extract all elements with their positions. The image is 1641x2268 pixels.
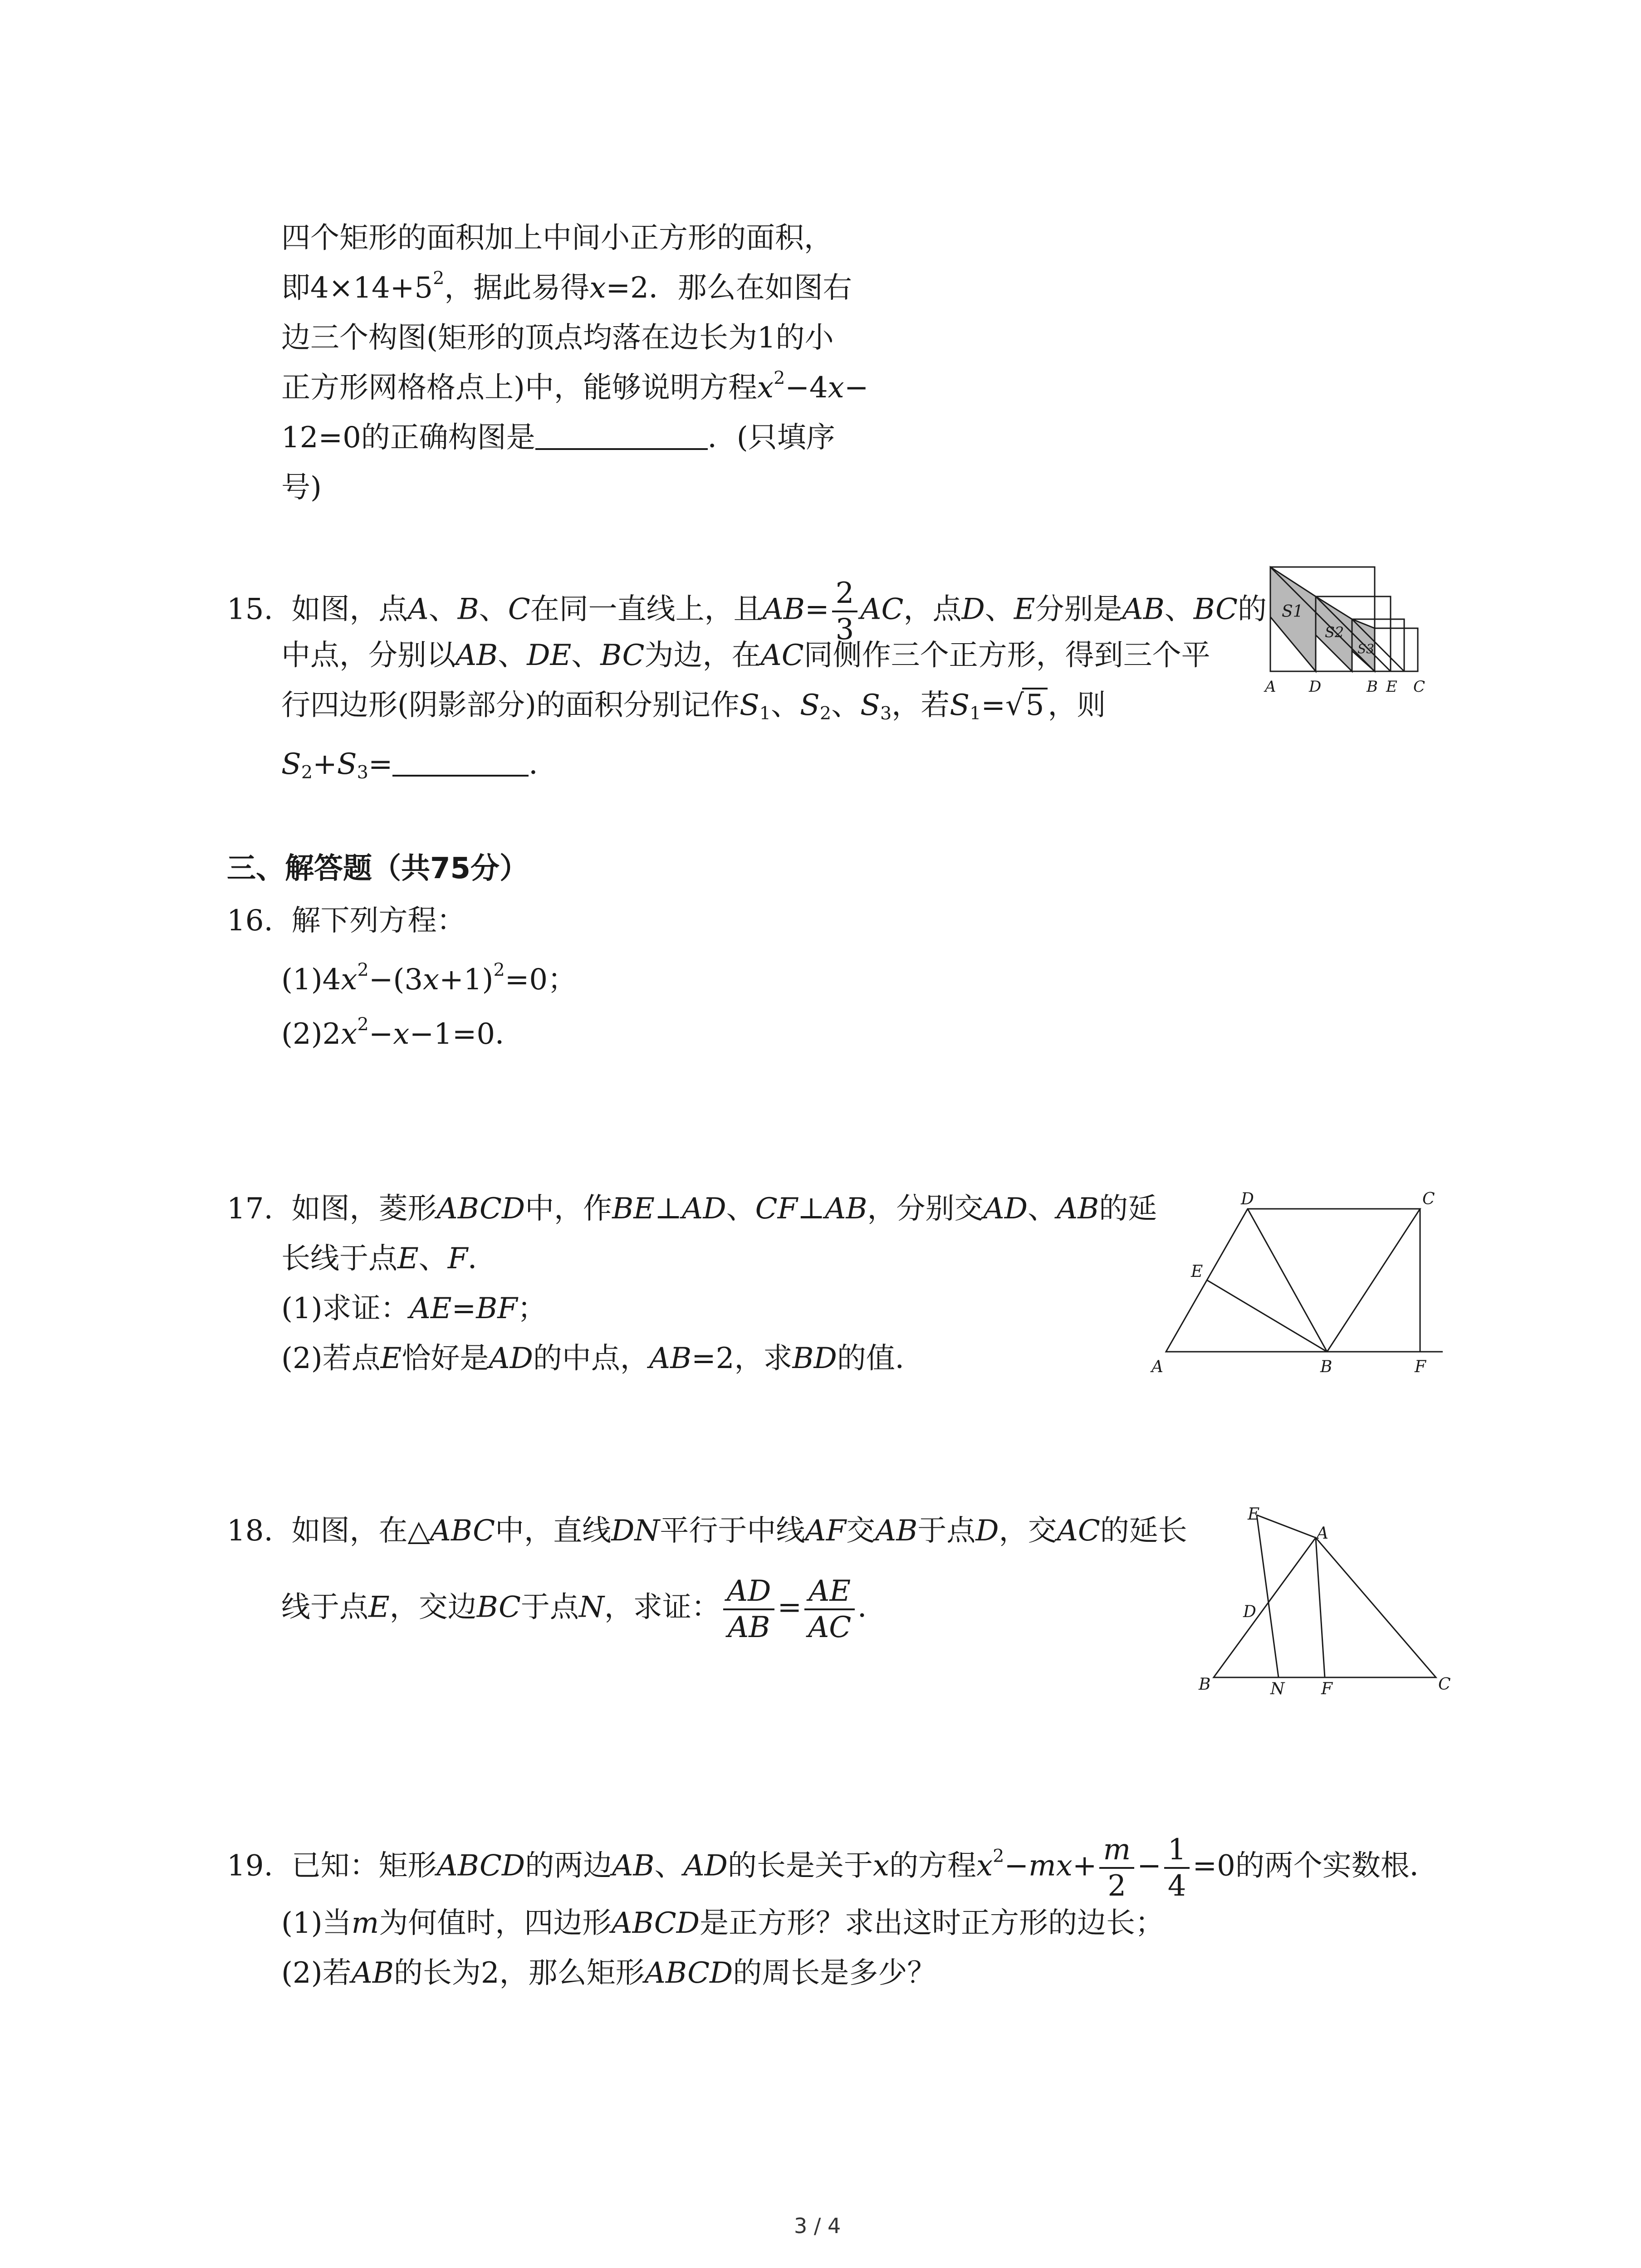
label-E: E: [1386, 678, 1397, 696]
q19-part-2: (2)若AB的长为2，那么矩形ABCD的周长是多少？: [281, 1956, 936, 1990]
fraction-ae-ac: $\frac{AE}{AC}$: [804, 1574, 855, 1645]
fraction-two-thirds: $\frac{2}{3}$: [832, 576, 858, 647]
q14-line-6: 号): [281, 471, 322, 504]
q15-line-2: 中点，分别以AB、DE、BC为边，在AC同侧作三个正方形，得到三个平: [281, 639, 1210, 672]
q14-line-2: 即$4\times 14+5^2$，据此易得x=2．那么在如图右: [281, 268, 852, 305]
label-F: F: [1321, 1680, 1332, 1698]
section-3-heading: 三、解答题（共75分）: [227, 852, 529, 885]
label-s3: S3: [1357, 641, 1374, 656]
q17-line-1: 17. 如图，菱形ABCD中，作BE⊥AD、CF⊥AB，分别交AD、AB的延: [227, 1192, 1157, 1226]
fraction-ad-ab: $\frac{AD}{AB}$: [723, 1574, 775, 1645]
label-A: A: [1151, 1358, 1163, 1376]
q14-line-5: 12=0的正确构图是 ．(只填序: [281, 421, 835, 455]
q18-line-2: 线于点E，交边BC于点N，求证： $\frac{AD}{AB}$ = $\frac{AE}{AC}$ ．: [281, 1574, 887, 1644]
q14-line-4: 正方形网格格点上)中，能够说明方程$x^2-4x-$: [281, 367, 869, 405]
label-B: B: [1367, 678, 1378, 696]
q15-line-4: $S_2+S_3=$ ．: [281, 748, 558, 783]
q19-line-1: 19. 已知：矩形ABCD的两边AB、AD的长是关于x的方程$x^2-mx+$ $\frac{m}{2}$ − $\frac{1}{4}$ =0的两个实数根．: [227, 1833, 1439, 1903]
q17-line-2: 长线于点E、F．: [281, 1242, 497, 1276]
q16-part-1: $(1)4x^2-(3x+1)^2=0$；: [281, 959, 577, 997]
label-s2: S2: [1325, 624, 1344, 641]
label-A: A: [1317, 1524, 1328, 1543]
label-C: C: [1438, 1675, 1451, 1694]
q15-line-3: 行四边形(阴影部分)的面积分别记作$S_1$、$S_2$、$S_3$，若$S_1=√5$ ，则: [281, 689, 1106, 724]
q17-part-2: (2)若点E恰好是AD的中点，AB=2，求BD的值．: [281, 1342, 924, 1375]
label-N: N: [1270, 1680, 1285, 1698]
q15-figure: [1261, 558, 1461, 699]
fraction-1-4: $\frac{1}{4}$: [1164, 1833, 1190, 1903]
q18-figure: [1189, 1506, 1461, 1706]
answer-blank[interactable]: [392, 748, 529, 777]
q15-line-1: 15. 如图，点A、B、C在同一直线上，且AB= $\frac{2}{3}$ AC，点D、E分别是AB、BC的: [227, 577, 1267, 646]
page-number: 3 / 4: [794, 2214, 841, 2238]
label-D: D: [1309, 678, 1322, 696]
q19-part-1: (1)当m为何值时，四边形ABCD是正方形？求出这时正方形的边长；: [281, 1906, 1165, 1940]
q17-part-1: (1)求证：AE=BF；: [281, 1292, 547, 1325]
label-C: C: [1422, 1190, 1435, 1208]
rhombus-abcd: [1166, 1209, 1420, 1352]
q14-line-3: 边三个构图(矩形的顶点均落在边长为1的小: [281, 321, 834, 355]
q16-title: 16. 解下列方程：: [227, 904, 466, 938]
label-D: D: [1243, 1603, 1256, 1621]
label-A: A: [1265, 678, 1276, 696]
label-B: B: [1320, 1358, 1332, 1376]
q16-part-2: $(2)2x^2-x-1=0$．: [281, 1014, 524, 1051]
q14-line-1: 四个矩形的面积加上中间小正方形的面积，: [281, 221, 833, 255]
label-B: B: [1199, 1675, 1211, 1694]
label-E: E: [1191, 1262, 1203, 1281]
q18-line-1: 18. 如图，在△ABC中，直线DN平行于中线AF交AB于点D，交AC的延长: [227, 1514, 1187, 1548]
answer-blank[interactable]: [535, 421, 708, 450]
label-C: C: [1413, 678, 1425, 696]
fraction-m-2: $\frac{m}{2}$: [1099, 1833, 1134, 1903]
label-D: D: [1241, 1190, 1254, 1208]
label-F: F: [1415, 1358, 1426, 1376]
q17-figure: [1143, 1184, 1452, 1383]
label-E: E: [1248, 1506, 1260, 1524]
label-s1: S1: [1282, 602, 1303, 621]
